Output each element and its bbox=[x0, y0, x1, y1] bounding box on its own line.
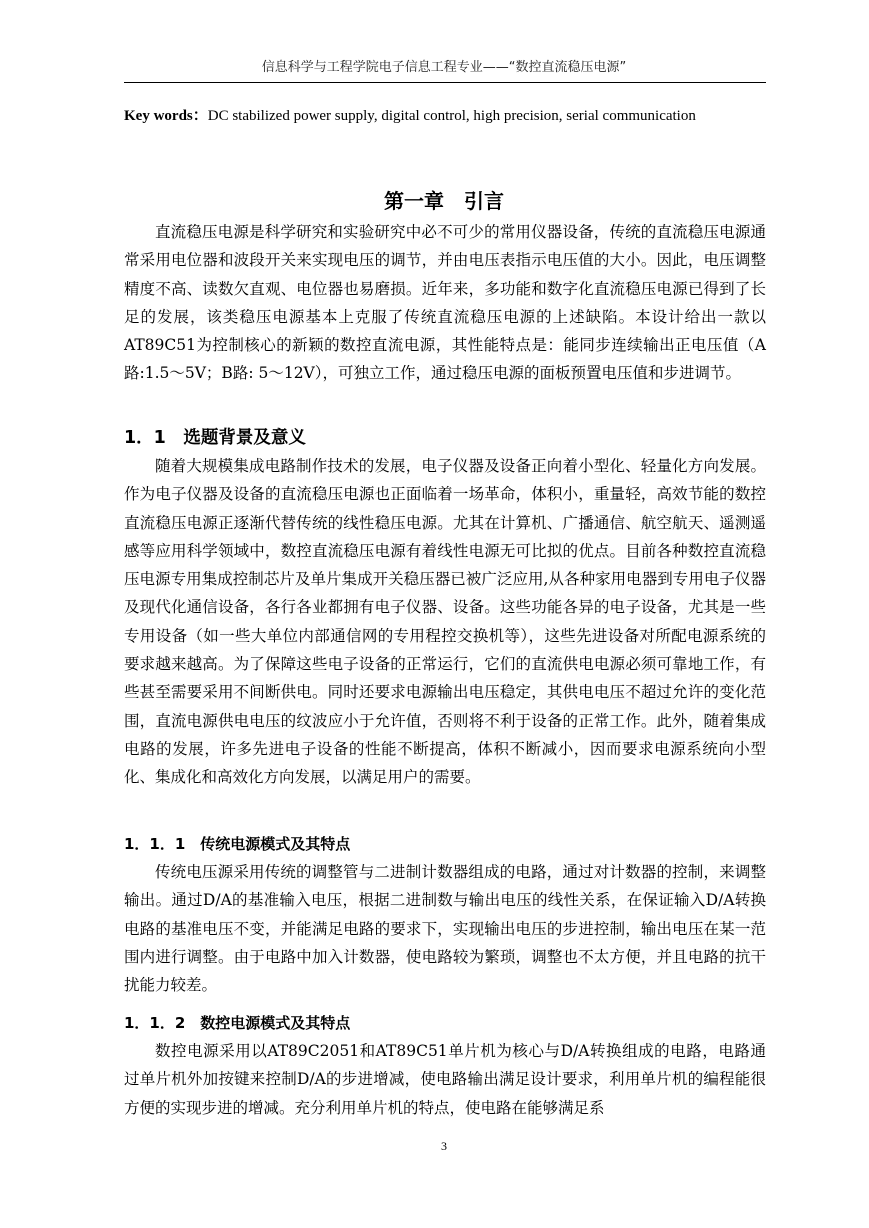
keywords-label: Key words： bbox=[124, 108, 208, 124]
intro-paragraph: 直流稳压电源是科学研究和实验研究中必不可少的常用仪器设备，传统的直流稳压电源通常采用电位器和波段开关来实现电压的调节，并由电压表指示电压值的大小。因此，电压调整精度不高、读数欠直观、电位器也易磨损。近年来，多功能和数字化直流稳压电源已得到了长足的发展，该类稳压电源基本上克服了传统直流稳压电源的上述缺陷。本设计给出一款以AT89C51为控制核心的新颖的数控直流电源，其性能特点是：能同步连续输出正电压值（A路:1.5～5V；B路: 5～12V），可独立工作，通过稳压电源的面板预置电压值和步进调节。 bbox=[124, 223, 766, 383]
running-header: 信息科学与工程学院电子信息工程专业——“数控直流稳压电源” bbox=[261, 60, 627, 75]
keywords-line bbox=[124, 106, 784, 126]
digital-paragraph: 数控电源采用以AT89C2051和AT89C51单片机为核心与D/A转换组成的电路，电路通过单片机外加按键来控制D/A的步进增减，使电路输出满足设计要求，利用单片机的编程能很方便的实现步进的增减。充分利用单片机的特点，使电路在能够满足系 bbox=[124, 1042, 766, 1117]
keywords-text: DC stabilized power supply, digital control, high precision, serial communication bbox=[207, 108, 696, 124]
page-number: 3 bbox=[441, 1139, 447, 1153]
header-divider bbox=[124, 82, 766, 83]
section-heading-1-1: 1．1 选题背景及意义 bbox=[124, 428, 306, 448]
chapter-title: 第一章 引言 bbox=[384, 189, 504, 213]
background-paragraph: 随着大规模集成电路制作技术的发展，电子仪器及设备正向着小型化、轻量化方向发展。作为电子仪器及设备的直流稳压电源也正面临着一场革命，体积小，重量轻，高效节能的数控直流稳压电源正逐渐代替传统的线性稳压电源。尤其在计算机、广播通信、航空航天、遥测遥感等应用科学领域中，数控直流稳压电源有着线性电源无可比拟的优点。目前各种数控直流稳压电源专用集成控制芯片及单片集成开关稳压器已被广泛应用,从各种家用电器到专用电子仪器及现代化通信设备，各行各业都拥有电子仪器、设备。这些功能各异的电子设备，尤其是一些专用设备（如一些大单位内部通信网的专用程控交换机等），这些先进设备对所配电源系统的要求越来越高。为了保障这些电子设备的正常运行，它们的直流供电电源必须可靠地工作，有些甚至需要采用不间断供电。同时还要求电源输出电压稳定，其供电电压不超过允许的变化范围，直流电源供电电压的纹波应小于允许值，否则将不利于设备的正常工作。此外，随着集成电路的发展，许多先进电子设备的性能不断提高，体积不断减小，因而要求电源系统向小型化、集成化和高效化方向发展，以满足用户的需要。 bbox=[124, 457, 766, 787]
traditional-paragraph: 传统电压源采用传统的调整管与二进制计数器组成的电路，通过对计数器的控制，来调整输出。通过D/A的基准输入电压，根据二进制数与输出电压的线性关系，在保证输入D/A转换电路的基准电压不变，并能满足电路的要求下，实现输出电压的步进控制，输出电压在某一范围内进行调整。由于电路中加入计数器，使电路较为繁琐，调整也不太方便，并且电路的抗干扰能力较差。 bbox=[124, 863, 766, 995]
section-heading-1-1-1: 1．1．1 传统电源模式及其特点 bbox=[124, 835, 351, 853]
section-heading-1-1-2: 1．1．2 数控电源模式及其特点 bbox=[124, 1014, 351, 1032]
